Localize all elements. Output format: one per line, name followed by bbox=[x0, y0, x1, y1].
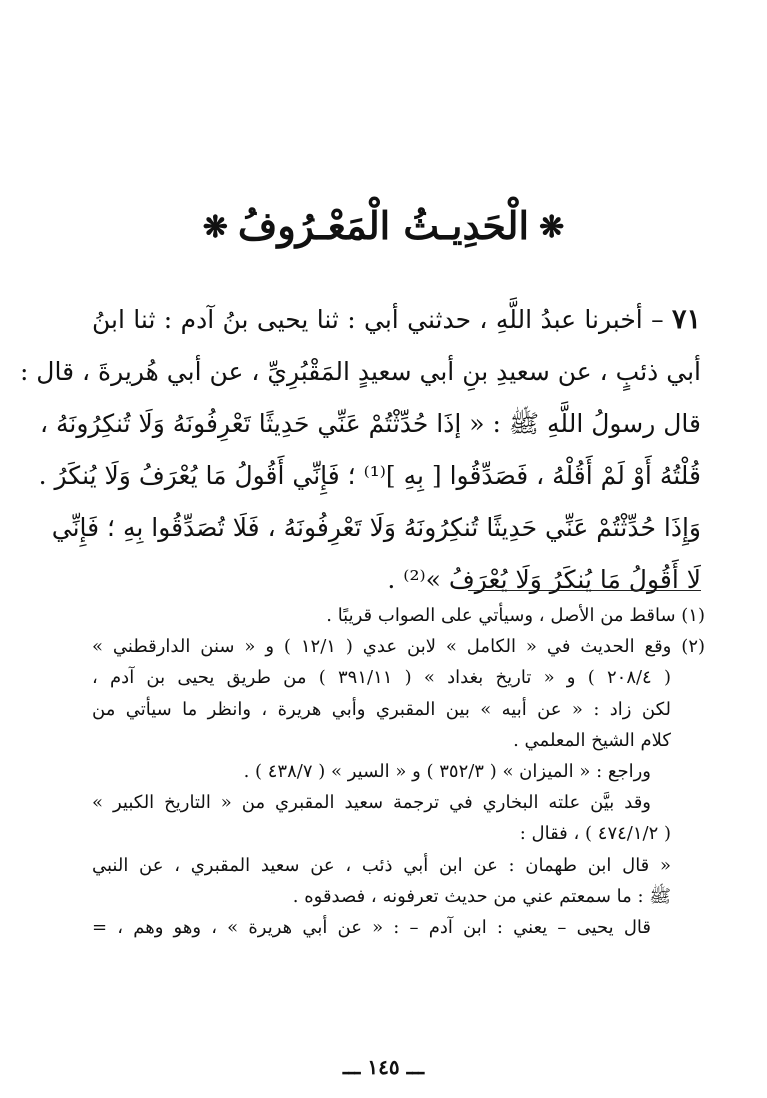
hadith-line: لَا أَقُولُ مَا يُنكَرُ وَلَا يُعْرَفُ »⁽²⁾ . bbox=[387, 565, 701, 594]
footnotes bbox=[92, 600, 705, 943]
hadith-line: قُلْتُهُ أَوْ لَمْ أَقُلْهُ ، فَصَدِّقُوا [ بِهِ ]⁽¹⁾ ؛ فَإِنِّي أَقُولُ مَا يُعْرَفُ وَلَا يُنكَرُ . bbox=[38, 461, 701, 490]
footnote-divider bbox=[468, 590, 701, 591]
hadith-line: ٧١ – أخبرنا عبدُ اللَّهِ ، حدثني أبي : ثنا يحيى بنُ آدم : ثنا ابنُ bbox=[92, 304, 701, 335]
ornament-star-icon: ❋ bbox=[202, 210, 228, 245]
footnote-line: (٢) وقع الحديث في « الكامل » لابن عدي ( ١٢/١ ) و « سنن الدارقطني » bbox=[92, 636, 706, 658]
footnote-line: « قال ابن طهمان : عن ابن أبي ذئب ، عن سعيد المقبري ، عن النبي bbox=[92, 854, 671, 876]
hadith-line: وَإِذَا حُدِّثْتُمْ عَنِّي حَدِيثًا تُنكِرُونَهُ وَلَا تَعْرِفُونَهُ ، فَلَا تُصَدِّقُوا بِهِ ؛ فَإِنِّي bbox=[51, 513, 701, 542]
footnote-line: ( ٢٠٨/٤ ) و « تاريخ بغداد » ( ٣٩١/١١ ) من طريق يحيى بن آدم ، bbox=[92, 667, 671, 689]
page-number: ـــ ١٤٥ ـــ bbox=[342, 1055, 425, 1079]
chapter-title bbox=[0, 196, 767, 258]
footnote-line: قال يحيى – يعني : ابن آدم – : « عن أبي هريرة » ، وهو وهم ، = bbox=[92, 916, 651, 938]
footnote-line: (١) ساقط من الأصل ، وسيأتي على الصواب قريبًا . bbox=[326, 605, 705, 626]
ornament-star-icon: ❋ bbox=[539, 210, 565, 245]
footnote-line: وراجع : « الميزان » ( ٣٥٢/٣ ) و « السير » ( ٤٣٨/٧ ) . bbox=[243, 760, 651, 782]
hadith-line: قال رسولُ اللَّهِ ﷺ : « إذَا حُدِّثْتُمْ عَنِّي حَدِيثًا تَعْرِفُونَهُ وَلَا تُنكِرُونَهُ ، bbox=[39, 409, 701, 438]
hadith-text bbox=[19, 294, 701, 606]
footnote-line: كلام الشيخ المعلمي . bbox=[513, 729, 671, 751]
hadith-line: أبي ذئبٍ ، عن سعيدِ بنِ أبي سعيدٍ المَقْبُرِيِّ ، عن أبي هُريرةَ ، قال : bbox=[19, 357, 701, 386]
footnote-line: لكن زاد : « عن أبيه » بين المقبري وأبي هريرة ، وانظر ما سيأتي من bbox=[92, 698, 671, 720]
footnote-line: ﷺ : ما سمعتم عني من حديث تعرفونه ، فصدقوه . bbox=[292, 885, 671, 907]
hadith-number: ٧١ bbox=[671, 304, 701, 335]
footnote-line: ( ٤٧٤/١/٢ ) ، فقال : bbox=[519, 823, 671, 845]
chapter-title-text: الْحَدِيـثُ الْمَعْـرُوفُ bbox=[237, 203, 530, 248]
footnote-line: وقد بيَّن علته البخاري في ترجمة سعيد المقبري من « التاريخ الكبير » bbox=[92, 792, 651, 814]
